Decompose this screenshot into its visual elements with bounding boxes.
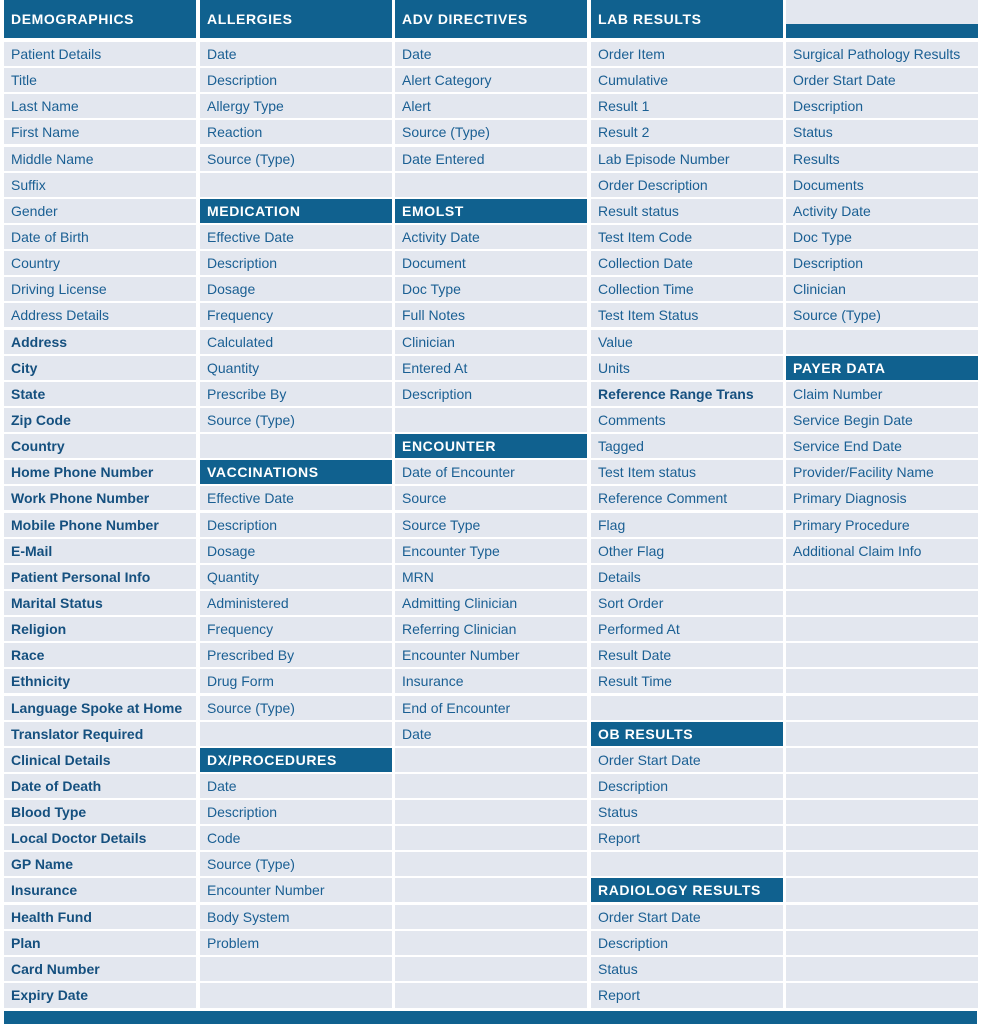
- empty-cell: [395, 957, 587, 981]
- field-label: Race: [4, 643, 196, 667]
- field-label: Result 2: [591, 120, 783, 144]
- empty-cell: [786, 617, 978, 641]
- field-label: Tagged: [591, 434, 783, 458]
- field-label: Source (Type): [200, 408, 392, 432]
- field-label: Results: [786, 147, 978, 171]
- field-label: Ethnicity: [4, 669, 196, 693]
- field-label: Source (Type): [395, 120, 587, 144]
- field-label: Suffix: [4, 173, 196, 197]
- field-label: Details: [591, 565, 783, 589]
- field-label: Description: [786, 251, 978, 275]
- field-label: Zip Code: [4, 408, 196, 432]
- empty-cell: [200, 434, 392, 458]
- field-label: Date: [395, 722, 587, 746]
- field-label: Result 1: [591, 94, 783, 118]
- field-label: Test Item status: [591, 460, 783, 484]
- field-label: Primary Procedure: [786, 513, 978, 537]
- field-label: Admitting Clinician: [395, 591, 587, 615]
- field-label: Frequency: [200, 303, 392, 327]
- field-label: Expiry Date: [4, 983, 196, 1008]
- field-label: Insurance: [4, 878, 196, 902]
- field-label: Code: [200, 826, 392, 850]
- field-label: Lab Episode Number: [591, 147, 783, 171]
- field-label: Address Details: [4, 303, 196, 327]
- field-label: Activity Date: [395, 225, 587, 249]
- field-label: Date: [200, 774, 392, 798]
- field-label: Status: [591, 800, 783, 824]
- empty-cell: [591, 852, 783, 876]
- field-label: Card Number: [4, 957, 196, 981]
- empty-cell: [200, 173, 392, 197]
- empty-cell: [395, 905, 587, 929]
- field-label: Source: [395, 486, 587, 510]
- empty-cell: [786, 591, 978, 615]
- field-label: Drug Form: [200, 669, 392, 693]
- field-label: City: [4, 356, 196, 380]
- field-label: Result Time: [591, 669, 783, 693]
- section-header: MEDICATION: [200, 199, 392, 223]
- field-label: Reference Comment: [591, 486, 783, 510]
- field-label: Result Date: [591, 643, 783, 667]
- field-label: Comments: [591, 408, 783, 432]
- field-label: Full Notes: [395, 303, 587, 327]
- field-label: Encounter Number: [395, 643, 587, 667]
- field-label: Dosage: [200, 539, 392, 563]
- field-label: Administered: [200, 591, 392, 615]
- field-label: Description: [200, 513, 392, 537]
- field-label: Order Start Date: [591, 748, 783, 772]
- field-label: Report: [591, 826, 783, 850]
- field-label: Doc Type: [786, 225, 978, 249]
- section-header: OB RESULTS: [591, 722, 783, 746]
- field-label: Problem: [200, 931, 392, 955]
- field-label: Local Doctor Details: [4, 826, 196, 850]
- empty-cell: [395, 748, 587, 772]
- field-label: Country: [4, 251, 196, 275]
- field-label: Sort Order: [591, 591, 783, 615]
- field-label: Work Phone Number: [4, 486, 196, 510]
- empty-cell: [591, 696, 783, 720]
- field-label: Documents: [786, 173, 978, 197]
- field-label: End of Encounter: [395, 696, 587, 720]
- empty-cell: [395, 983, 587, 1008]
- empty-cell: [200, 983, 392, 1008]
- field-label: Clinician: [786, 277, 978, 301]
- field-label: Effective Date: [200, 225, 392, 249]
- field-label: Dosage: [200, 277, 392, 301]
- field-label: Description: [200, 68, 392, 92]
- empty-cell: [395, 826, 587, 850]
- empty-cell: [395, 878, 587, 902]
- empty-cell: [786, 565, 978, 589]
- field-label: Test Item Status: [591, 303, 783, 327]
- field-label: Provider/Facility Name: [786, 460, 978, 484]
- empty-cell: [395, 408, 587, 432]
- field-label: Source (Type): [200, 147, 392, 171]
- field-label: Referring Clinician: [395, 617, 587, 641]
- field-label: E-Mail: [4, 539, 196, 563]
- footer-bar: [4, 1011, 977, 1024]
- empty-cell: [786, 931, 978, 955]
- field-label: Description: [395, 382, 587, 406]
- empty-cell: [786, 722, 978, 746]
- section-header: EMOLST: [395, 199, 587, 223]
- field-label: Marital Status: [4, 591, 196, 615]
- field-label: Date of Encounter: [395, 460, 587, 484]
- field-label: Service Begin Date: [786, 408, 978, 432]
- field-label: Description: [591, 931, 783, 955]
- field-label: Patient Personal Info: [4, 565, 196, 589]
- field-label: Alert: [395, 94, 587, 118]
- field-label: Encounter Type: [395, 539, 587, 563]
- field-label: Reaction: [200, 120, 392, 144]
- empty-cell: [786, 957, 978, 981]
- field-label: Description: [200, 800, 392, 824]
- field-label: Description: [591, 774, 783, 798]
- field-label: Home Phone Number: [4, 460, 196, 484]
- field-label: Insurance: [395, 669, 587, 693]
- column-4: [591, 0, 783, 1011]
- field-label: Entered At: [395, 356, 587, 380]
- field-label: Activity Date: [786, 199, 978, 223]
- field-label: Doc Type: [395, 277, 587, 301]
- field-label: Source (Type): [200, 852, 392, 876]
- field-label: State: [4, 382, 196, 406]
- section-header: RADIOLOGY RESULTS: [591, 878, 783, 902]
- empty-cell: [786, 696, 978, 720]
- empty-cell: [200, 957, 392, 981]
- empty-cell: [395, 173, 587, 197]
- field-label: Source (Type): [200, 696, 392, 720]
- empty-cell: [786, 878, 978, 902]
- field-label: Date Entered: [395, 147, 587, 171]
- field-label: MRN: [395, 565, 587, 589]
- empty-cell: [786, 330, 978, 354]
- section-header: ENCOUNTER: [395, 434, 587, 458]
- empty-cell: [786, 0, 978, 24]
- section-header: DEMOGRAPHICS: [4, 0, 196, 38]
- field-label: Description: [200, 251, 392, 275]
- field-label: Document: [395, 251, 587, 275]
- field-label: Country: [4, 434, 196, 458]
- field-label: Order Item: [591, 42, 783, 66]
- column-1: [4, 0, 196, 1011]
- section-header: LAB RESULTS: [591, 0, 783, 38]
- field-label: Allergy Type: [200, 94, 392, 118]
- field-label: Address: [4, 330, 196, 354]
- field-label: Order Description: [591, 173, 783, 197]
- field-label: Status: [786, 120, 978, 144]
- field-label: Other Flag: [591, 539, 783, 563]
- field-label: Middle Name: [4, 147, 196, 171]
- field-label: Plan: [4, 931, 196, 955]
- field-label: Blood Type: [4, 800, 196, 824]
- field-label: Clinical Details: [4, 748, 196, 772]
- field-label: Date: [200, 42, 392, 66]
- field-label: Mobile Phone Number: [4, 513, 196, 537]
- field-label: Prescribed By: [200, 643, 392, 667]
- field-label: Translator Required: [4, 722, 196, 746]
- section-header: ALLERGIES: [200, 0, 392, 38]
- field-label: Last Name: [4, 94, 196, 118]
- field-label: Language Spoke at Home: [4, 696, 196, 720]
- field-label: Quantity: [200, 565, 392, 589]
- empty-cell: [786, 669, 978, 693]
- field-label: Collection Time: [591, 277, 783, 301]
- section-header: DX/PROCEDURES: [200, 748, 392, 772]
- empty-cell: [395, 800, 587, 824]
- empty-cell: [786, 983, 978, 1008]
- section-header: PAYER DATA: [786, 356, 978, 380]
- field-label: Description: [786, 94, 978, 118]
- column-3: [395, 0, 587, 1011]
- field-label: Claim Number: [786, 382, 978, 406]
- field-label: Additional Claim Info: [786, 539, 978, 563]
- empty-cell: [786, 748, 978, 772]
- empty-cell: [395, 931, 587, 955]
- field-label: Status: [591, 957, 783, 981]
- field-label: Frequency: [200, 617, 392, 641]
- field-label: Service End Date: [786, 434, 978, 458]
- empty-cell: [786, 643, 978, 667]
- section-header: ADV DIRECTIVES: [395, 0, 587, 38]
- field-label: Order Start Date: [786, 68, 978, 92]
- field-label: Religion: [4, 617, 196, 641]
- field-label: Surgical Pathology Results: [786, 42, 978, 66]
- field-label: Prescribe By: [200, 382, 392, 406]
- field-label: Date of Birth: [4, 225, 196, 249]
- column-2: [200, 0, 392, 1011]
- field-label: Flag: [591, 513, 783, 537]
- section-header: VACCINATIONS: [200, 460, 392, 484]
- empty-cell: [786, 774, 978, 798]
- empty-cell: [786, 800, 978, 824]
- field-label: Body System: [200, 905, 392, 929]
- field-label: Result status: [591, 199, 783, 223]
- field-label: Units: [591, 356, 783, 380]
- field-label: Source (Type): [786, 303, 978, 327]
- field-label: Calculated: [200, 330, 392, 354]
- field-label: Encounter Number: [200, 878, 392, 902]
- field-label: Source Type: [395, 513, 587, 537]
- field-label: Cumulative: [591, 68, 783, 92]
- field-label: Collection Date: [591, 251, 783, 275]
- field-label: Clinician: [395, 330, 587, 354]
- field-label: Health Fund: [4, 905, 196, 929]
- field-label: Effective Date: [200, 486, 392, 510]
- empty-cell: [200, 722, 392, 746]
- empty-cell: [786, 826, 978, 850]
- field-label: Title: [4, 68, 196, 92]
- field-label: Quantity: [200, 356, 392, 380]
- field-label: Value: [591, 330, 783, 354]
- empty-cell: [786, 905, 978, 929]
- field-label: Reference Range Trans: [591, 382, 783, 406]
- empty-cell: [786, 852, 978, 876]
- field-label: Patient Details: [4, 42, 196, 66]
- field-label: Date: [395, 42, 587, 66]
- field-label: Order Start Date: [591, 905, 783, 929]
- field-label: GP Name: [4, 852, 196, 876]
- field-label: Report: [591, 983, 783, 1008]
- field-label: Primary Diagnosis: [786, 486, 978, 510]
- column-5: [786, 0, 978, 1011]
- empty-cell: [395, 852, 587, 876]
- field-label: Date of Death: [4, 774, 196, 798]
- field-label: Performed At: [591, 617, 783, 641]
- field-label: Driving License: [4, 277, 196, 301]
- field-label: Test Item Code: [591, 225, 783, 249]
- field-label: Gender: [4, 199, 196, 223]
- field-label: Alert Category: [395, 68, 587, 92]
- empty-cell: [395, 774, 587, 798]
- field-label: First Name: [4, 120, 196, 144]
